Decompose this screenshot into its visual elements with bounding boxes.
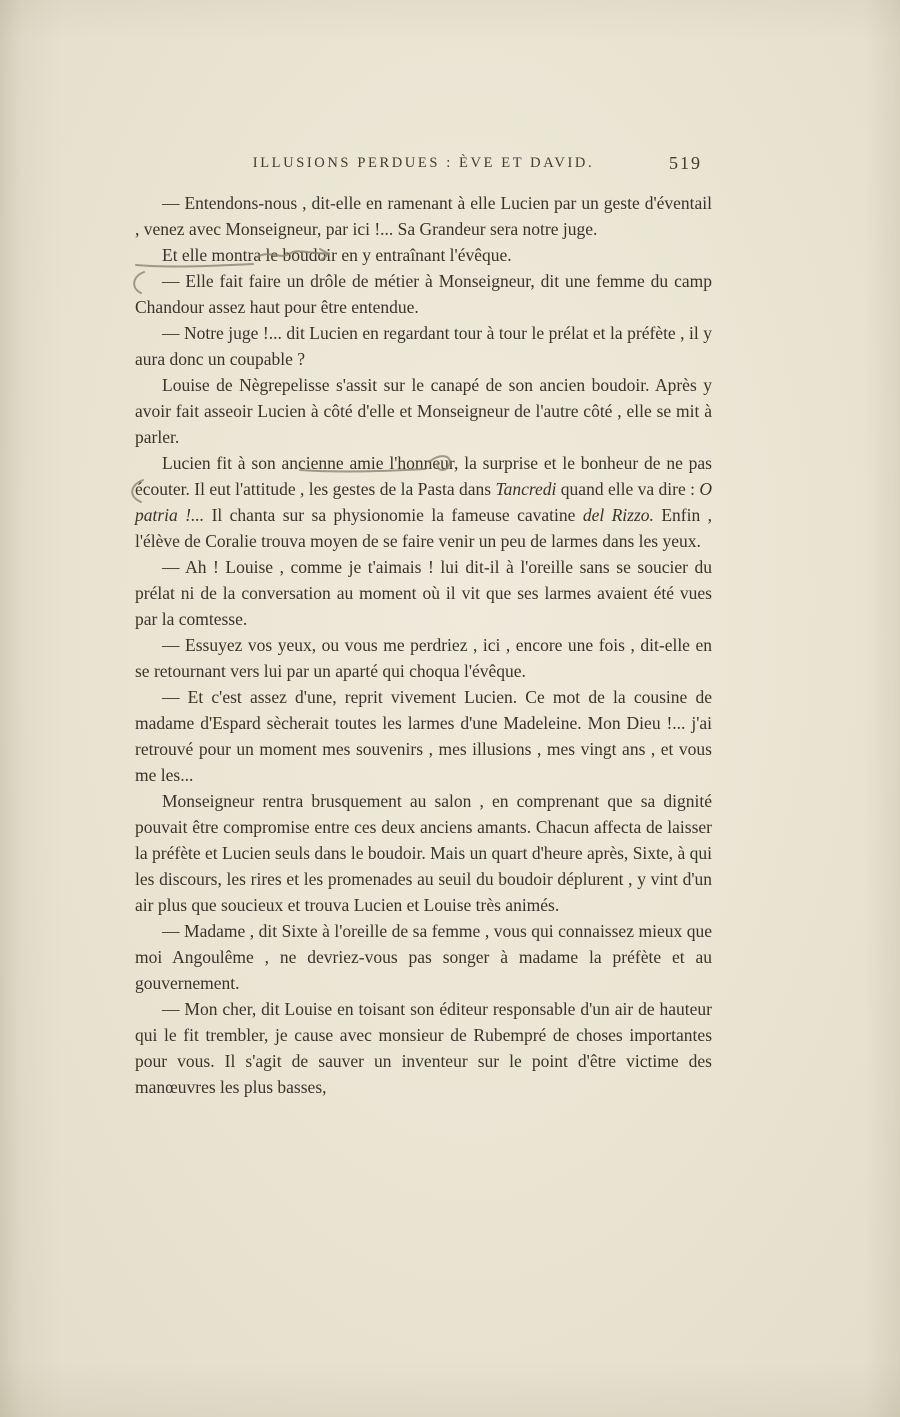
paragraph-4: — Notre juge !... dit Lucien en regardant tour à tour le prélat et la préfète , il y aura donc un coupable ? [135, 323, 712, 369]
body-text [135, 190, 712, 1100]
paragraph-5: Louise de Nègrepelisse s'assit sur le canapé de son ancien boudoir. Après y avoir fait asseoir Lucien à côté d'elle et Monseigneur de l'autre côté , elle se mit à parler. [135, 375, 712, 447]
running-title: ILLUSIONS PERDUES : ÈVE ET DAVID. [252, 155, 595, 171]
paragraph-3: — Elle fait faire un drôle de métier à Monseigneur, dit une femme du camp Chandour assez haut pour être entendue. [135, 271, 712, 317]
paragraph-8: — Essuyez vos yeux, ou vous me perdriez , ici , encore une fois , dit-elle en se retournant vers lui par un aparté qui choqua l'évêque. [135, 635, 712, 681]
paragraph-12: — Mon cher, dit Louise en toisant son éditeur responsable d'un air de hauteur qui le fit trembler, je cause avec monsieur de Rubempré de choses importantes pour vous. Il s'agit de sauver un inventeur sur le point d'être victime des manœuvres les plus basses, [135, 999, 712, 1097]
paragraph-6-run-1: Lucien fit à son ancienne amie l'honneur, la surprise et le bonheur de ne pas écouter. Il eut l'attitude , les gestes de la Pasta dans [135, 453, 712, 499]
paragraph-11: — Madame , dit Sixte à l'oreille de sa femme , vous qui connaissez mieux que moi Angoulême , ne devriez-vous pas songer à madame la préfète et au gouvernement. [135, 921, 712, 993]
paragraph-9: — Et c'est assez d'une, reprit vivement Lucien. Ce mot de la cousine de madame d'Espard sècherait toutes les larmes d'une Madeleine. Mon Dieu !... j'ai retrouvé pour un moment mes souvenirs , mes illusions , mes vingt ans , et vous me les... [135, 687, 712, 785]
paragraph-1: — Entendons-nous , dit-elle en ramenant à elle Lucien par un geste d'éventail , venez avec Monseigneur, par ici !... Sa Grandeur sera notre juge. [135, 193, 712, 239]
paragraph-6-run-7: Enfin , l'élève de Coralie trouva moyen de se faire venir un peu de larmes dans les yeux. [135, 505, 712, 551]
page-number: 519 [669, 153, 702, 173]
paragraph-2: Et elle montra le boudoir en y entraînant l'évêque. [162, 245, 512, 265]
running-head [135, 155, 712, 179]
paragraph-6-run-3: quand elle va dire : [556, 479, 700, 499]
italic-title-del-rizzo: del Rizzo. [582, 505, 654, 525]
paragraph-6-run-5: Il chanta sur sa physionomie la fameuse cavatine [204, 505, 583, 525]
paragraph-7: — Ah ! Louise , comme je t'aimais ! lui dit-il à l'oreille sans se soucier du prélat ni de la conversation au moment où il vit que ses larmes avaient été vues par la comtesse. [135, 557, 712, 629]
paragraph-6 [135, 450, 712, 554]
italic-title-tancredi: Tancredi [495, 479, 557, 499]
italic-phrase-o-patria: O patria !... [135, 479, 712, 525]
paragraph-10: Monseigneur rentra brusquement au salon , en comprenant que sa dignité pouvait être compromise entre ces deux anciens amants. Chacun affecta de laisser la préfète et Lucien seuls dans le boudoir. Mais un quart d'heure après, Sixte, à qui les discours, les rires et les promenades au seuil du boudoir déplurent , y vint d'un air plus que soucieux et trouva Lucien et Louise très animés. [135, 791, 712, 915]
